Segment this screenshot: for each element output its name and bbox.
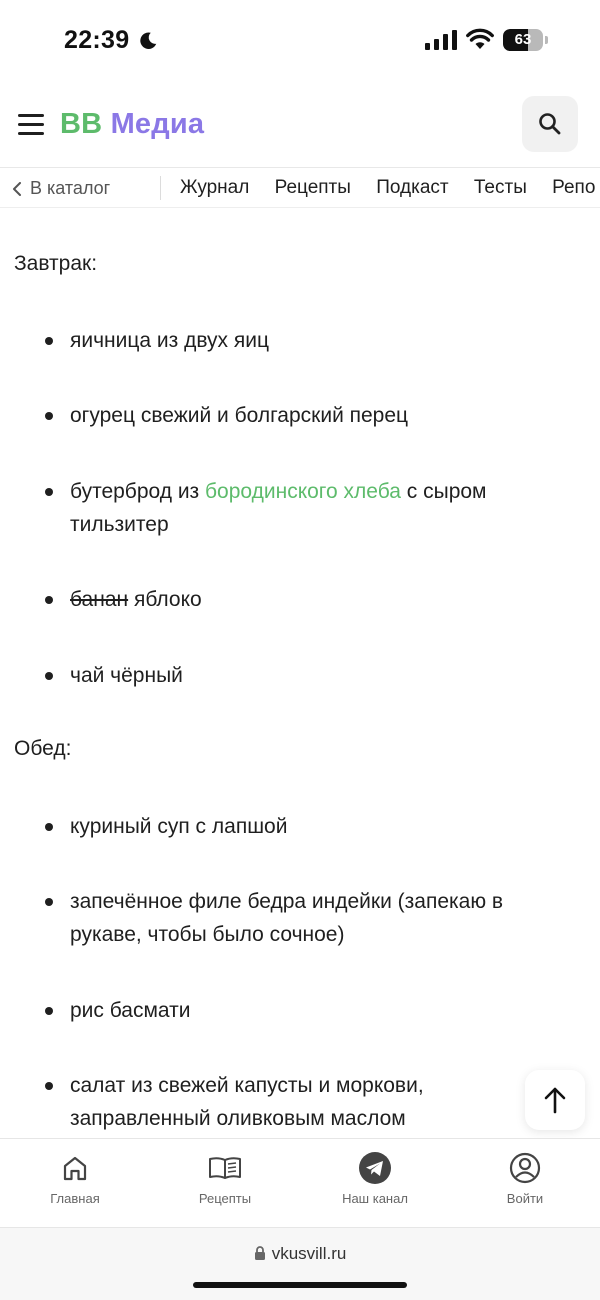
nav-item-journal[interactable]: Журнал: [180, 177, 250, 198]
logo-media: Медиа: [110, 108, 205, 140]
tab-recipes[interactable]: [165, 1151, 285, 1206]
nav-item-recipes[interactable]: Рецепты: [274, 177, 351, 198]
struck-text: банан: [70, 588, 129, 611]
book-icon: [208, 1151, 242, 1185]
list-item: [70, 583, 570, 616]
nav-item-repo[interactable]: Репо: [552, 177, 596, 198]
battery-indicator: [503, 29, 548, 51]
list-item-text: яблоко: [128, 588, 202, 611]
tab-login[interactable]: [465, 1151, 585, 1206]
list-item: запечённое филе бедра индейки (запекаю в рукаве, чтобы было сочное): [70, 885, 560, 951]
nav-item-tests[interactable]: Тесты: [473, 177, 527, 198]
list-item: яичница из двух яиц: [70, 324, 570, 357]
lunch-heading: Обед:: [14, 737, 72, 760]
status-bar: [0, 0, 600, 80]
battery-percent: 63: [514, 31, 532, 48]
chevron-left-icon: [12, 182, 22, 196]
url-display[interactable]: [0, 1244, 600, 1264]
logo-vv: ВВ: [60, 108, 103, 140]
user-icon: [508, 1151, 542, 1185]
site-logo[interactable]: [60, 108, 204, 141]
article-content: [0, 208, 600, 1138]
list-item-text: с сыром тильзитер: [70, 480, 487, 536]
site-header: [0, 90, 600, 160]
breakfast-heading: Завтрак:: [14, 252, 98, 275]
scroll-to-top-button[interactable]: [525, 1070, 585, 1130]
tab-home-label: Главная: [50, 1191, 100, 1206]
wifi-icon: [466, 28, 494, 50]
list-item: рис басмати: [70, 994, 570, 1027]
nav-divider: [160, 176, 161, 200]
nav-item-podcast[interactable]: Подкаст: [376, 177, 449, 198]
tab-home[interactable]: [15, 1151, 135, 1206]
cellular-signal-icon: [425, 30, 457, 50]
list-item: чай чёрный: [70, 659, 570, 692]
menu-icon[interactable]: [18, 114, 44, 136]
tab-login-label: Войти: [506, 1191, 544, 1206]
telegram-icon: [358, 1151, 392, 1185]
list-item: огурец свежий и болгарский перец: [70, 399, 570, 432]
back-to-catalog-link[interactable]: [12, 168, 110, 208]
arrow-up-icon: [543, 1086, 567, 1114]
bottom-tab-bar: [0, 1138, 600, 1228]
tab-recipes-label: Рецепты: [198, 1191, 252, 1206]
list-item: куриный суп с лапшой: [70, 810, 570, 843]
url-text: vkusvill.ru: [271, 1244, 347, 1263]
search-button[interactable]: [522, 96, 578, 152]
list-item: салат из свежей капусты и моркови, заправленный оливковым маслом: [70, 1069, 500, 1135]
status-time: 22:39: [64, 26, 130, 54]
search-icon: [537, 111, 563, 137]
tab-our-channel[interactable]: [315, 1151, 435, 1206]
back-label: В каталог: [30, 178, 111, 198]
borodinsky-bread-link[interactable]: бородинского хлеба: [205, 480, 401, 503]
tab-our-channel-label: Наш канал: [342, 1191, 408, 1206]
home-indicator[interactable]: [193, 1282, 407, 1288]
home-icon: [58, 1151, 92, 1185]
list-item: [70, 475, 570, 541]
moon-icon: [137, 30, 159, 52]
lock-icon: [254, 1246, 266, 1261]
category-nav: [0, 167, 600, 208]
browser-url-bar[interactable]: [0, 1228, 600, 1300]
list-item-text: бутерброд из: [70, 480, 206, 503]
